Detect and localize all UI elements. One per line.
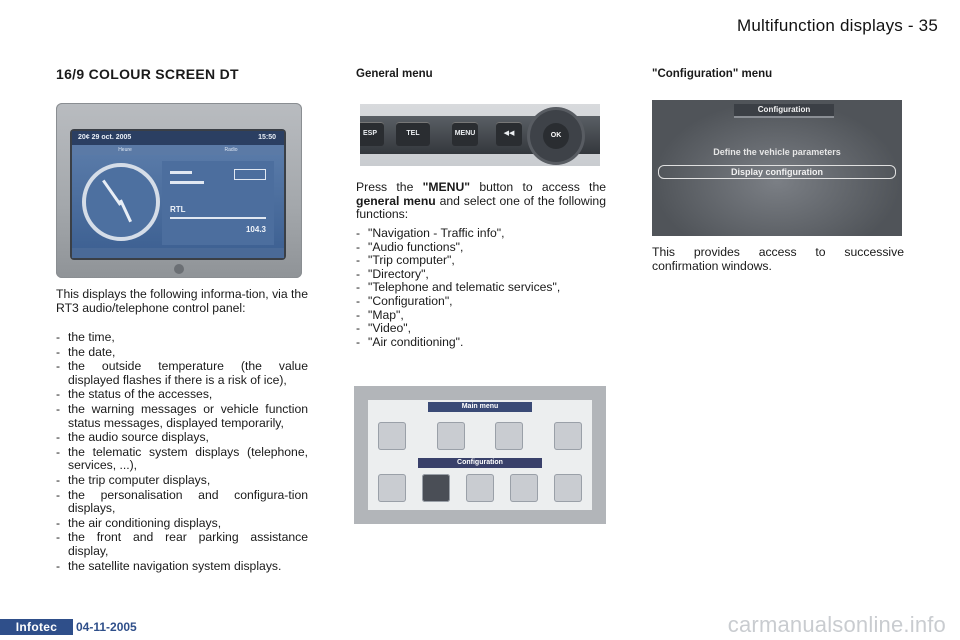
menu-button: MENU xyxy=(452,122,478,146)
footer-date: 04-11-2005 xyxy=(76,620,137,634)
radio-box xyxy=(234,169,266,180)
list-item: - "Telephone and telematic services", xyxy=(356,281,612,295)
screen-time: 15:50 xyxy=(258,134,276,141)
list-item: - the date, xyxy=(56,346,308,360)
ok-button: OK xyxy=(543,123,569,149)
screen-tabs xyxy=(72,145,284,155)
section-title: 16/9 COLOUR SCREEN DT xyxy=(56,66,239,82)
radio-station: RTL xyxy=(170,205,186,214)
main-menu-title: Main menu xyxy=(428,402,532,412)
menu-icons-top xyxy=(378,422,582,450)
features-list xyxy=(56,331,308,574)
menu-key: "MENU" xyxy=(422,180,471,194)
lcd-screen xyxy=(72,131,284,258)
configuration-screen-title: Configuration xyxy=(734,104,834,118)
control-panel-photo xyxy=(360,104,600,166)
list-item: - the time, xyxy=(56,331,308,345)
list-item: - the status of the accesses, xyxy=(56,388,308,402)
video-icon xyxy=(510,474,538,502)
screen-knob-icon xyxy=(174,264,184,274)
configuration-menu-title: "Configuration" menu xyxy=(652,68,773,80)
clock-dial-icon xyxy=(82,163,160,241)
configuration-icon xyxy=(422,474,450,502)
menu-icons-bottom xyxy=(378,474,582,502)
list-item: - "Audio functions", xyxy=(356,241,612,255)
list-item: - "Map", xyxy=(356,309,612,323)
configuration-screen-photo xyxy=(652,100,902,236)
general-menu-term: general menu xyxy=(356,193,436,208)
map-icon xyxy=(466,474,494,502)
option-vehicle-parameters: Define the vehicle parameters xyxy=(713,147,841,157)
screen-bottom-strip xyxy=(72,248,284,258)
list-item: - "Directory", xyxy=(356,268,612,282)
option-display-configuration: Display configuration xyxy=(658,165,896,179)
list-item: - "Air conditioning". xyxy=(356,336,612,350)
list-item: - "Configuration", xyxy=(356,295,612,309)
list-item: - "Trip computer", xyxy=(356,254,612,268)
telephone-icon xyxy=(378,474,406,502)
navigation-icon xyxy=(378,422,406,450)
list-item: - the trip computer displays, xyxy=(56,474,308,488)
general-menu-paragraph: Press the "MENU" button to access the general menu and select one of the following functions: xyxy=(356,180,606,222)
list-item: - "Navigation - Traffic info", xyxy=(356,227,612,241)
list-item: - "Video", xyxy=(356,322,612,336)
functions-list xyxy=(356,227,612,349)
screen-tab-left: Heure xyxy=(72,145,178,155)
screen-date: 20¢ 29 oct. 2005 xyxy=(78,134,132,141)
radio-panel xyxy=(162,161,274,245)
esp-button: ESP xyxy=(360,122,384,146)
trip-computer-icon xyxy=(495,422,523,450)
screen-tab-right: Radio xyxy=(178,145,284,155)
colour-screen-photo xyxy=(56,103,302,278)
list-item: - the front and rear parking assistance display, xyxy=(56,531,308,558)
list-item: - the personalisation and configura-tion displays, xyxy=(56,489,308,516)
main-menu-screen xyxy=(368,400,592,510)
list-item: - the air conditioning displays, xyxy=(56,517,308,531)
watermark: carmanualsonline.info xyxy=(727,612,946,637)
rewind-button-icon: ◀◀ xyxy=(496,122,522,146)
infotec-logo: Infotec xyxy=(0,619,73,635)
general-menu-title: General menu xyxy=(356,68,433,80)
list-item: - the satellite navigation system displays. xyxy=(56,560,308,574)
intro-paragraph: This displays the following informa-tion, via the RT3 audio/telephone control panel: xyxy=(56,287,308,315)
list-item: - the outside temperature (the value displayed flashes if there is a risk of ice), xyxy=(56,360,308,387)
directory-icon xyxy=(554,422,582,450)
tel-button: TEL xyxy=(396,122,430,146)
main-menu-photo xyxy=(354,386,606,524)
radio-frequency: 104.3 xyxy=(245,225,266,234)
list-item: - the telematic system displays (telephone, services, ...), xyxy=(56,446,308,473)
air-conditioning-icon xyxy=(554,474,582,502)
audio-icon xyxy=(437,422,465,450)
configuration-paragraph: This provides access to successive confirmation windows. xyxy=(652,245,904,273)
page-header: Multifunction displays - 35 xyxy=(737,16,938,35)
list-item: - the warning messages or vehicle function status messages, displayed temporarily, xyxy=(56,403,308,430)
screen-status-strip xyxy=(72,131,284,145)
selected-menu-label: Configuration xyxy=(418,458,542,468)
list-item: - the audio source displays, xyxy=(56,431,308,445)
